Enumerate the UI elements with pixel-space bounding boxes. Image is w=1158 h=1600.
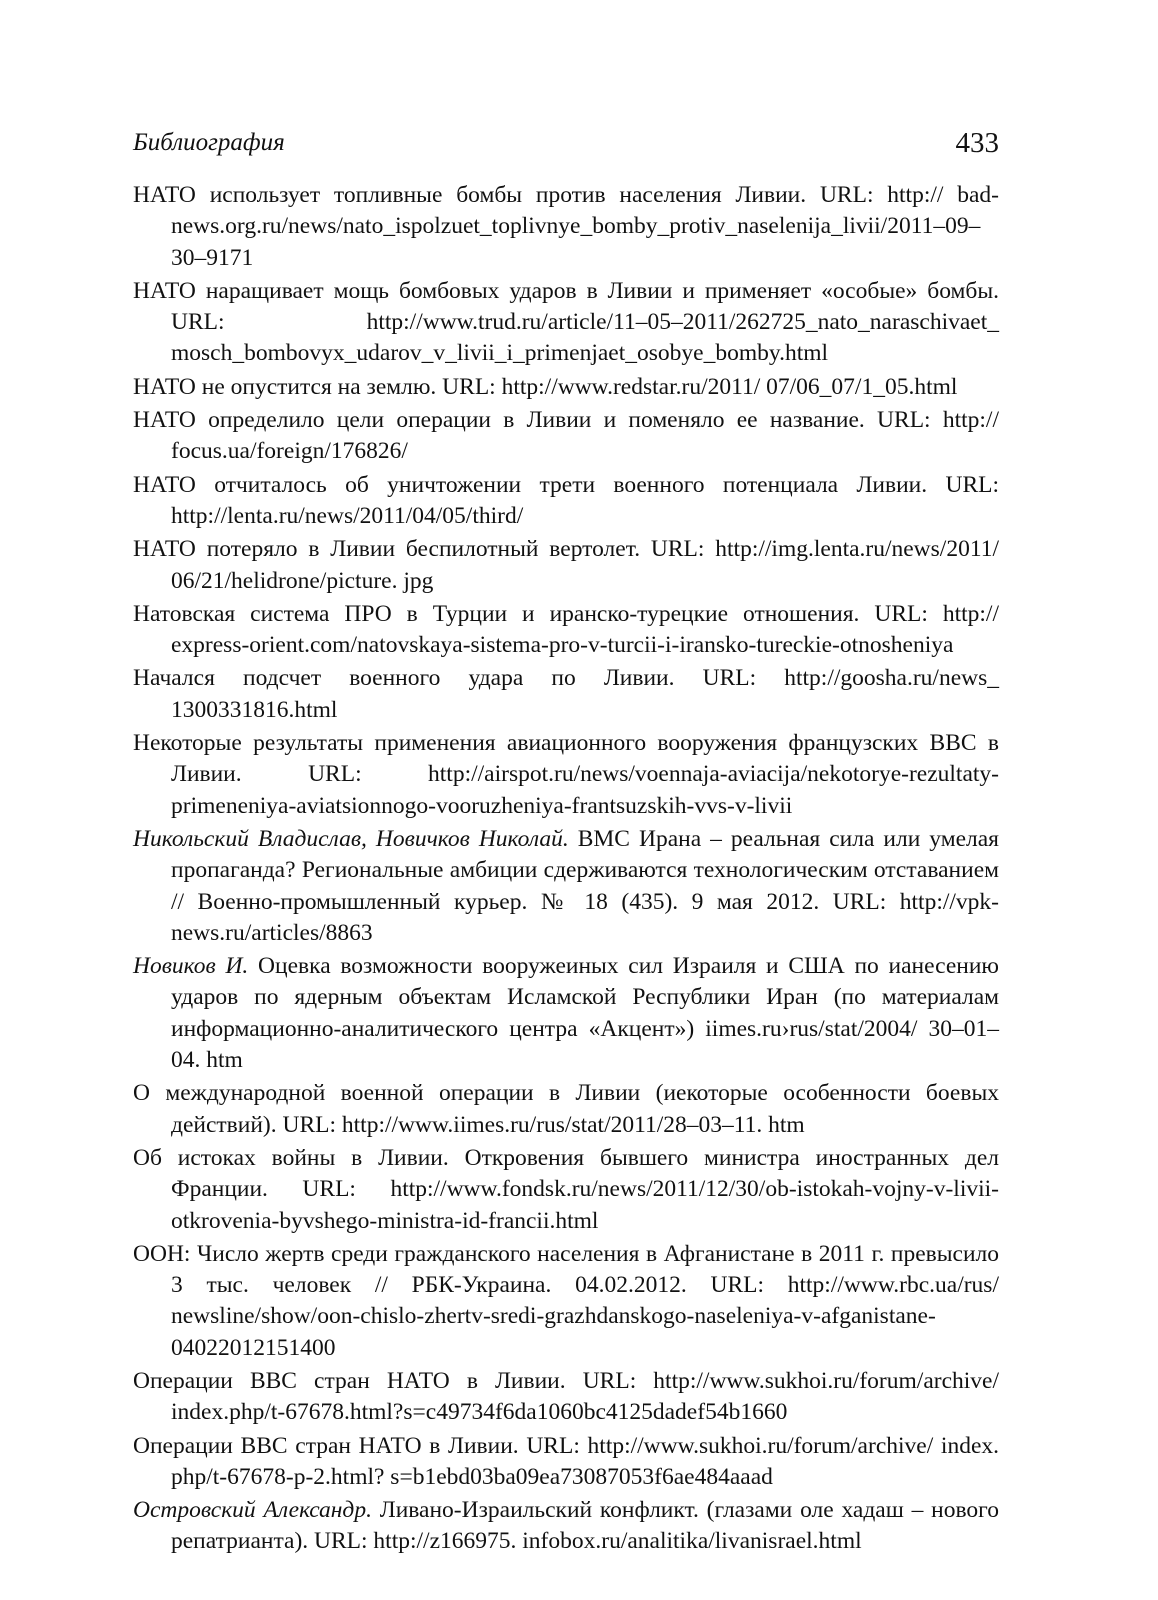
bibliography-entry — [133, 1239, 999, 1364]
bibliography-list — [133, 180, 999, 1560]
entry-author: Никольский Владислав, Новичков Николай. — [133, 825, 569, 852]
entry-text: Операции ВВС стран НАТО в Ливии. URL: http://www.sukhoi.ru/forum/archive/ index.php/t-67678.html?s=c49734f6da1060bc4125dadef54b1660 — [133, 1367, 999, 1426]
entry-text: Ливано-Израильский конфликт. (глазами оле хадаш – нового репатрианта). URL: http://z166975. infobox.ru/analitika/livanisrael.html — [171, 1497, 999, 1555]
bibliography-entry — [133, 663, 999, 726]
entry-text: Начался подсчет военного удара по Ливии. URL: http://goosha.ru/news_ 1300331816.html — [133, 665, 999, 723]
bibliography-entry — [133, 1143, 999, 1237]
bibliography-entry — [133, 1431, 999, 1494]
entry-text: Операции ВВС стран НАТО в Ливии. URL: http://www.sukhoi.ru/forum/archive/ index. php/t-67678-p-2.html? s=b1ebd03ba09ea73087053f6ae484aaad — [133, 1432, 999, 1490]
entry-text: О международной военной операции в Ливии (иекоторые особенности боевых действий). URL: http://www.iimes.ru/rus/stat/2011/28–03–11. htm — [133, 1080, 999, 1138]
bibliography-entry — [133, 405, 999, 468]
entry-text: Некоторые результаты применения авиационного вооружения французских ВВС в Ливии. URL: http://airspot.ru/news/voennaja-aviacija/nekotorye-rezultaty-primeneniya-aviatsionnogo-vooruzheniya-frantsuzskih-vvs-v-livii — [133, 730, 999, 819]
entry-text: НАТО потеряло в Ливии беспилотный вертолет. URL: http://img.lenta.ru/news/2011/ 06/21/helidrone/picture. jpg — [133, 536, 999, 594]
entry-author: Новиков И. — [133, 953, 249, 980]
entry-text: НАТО определило цели операции в Ливии и поменяло ее название. URL: http:// focus.ua/foreign/176826/ — [133, 407, 999, 465]
entry-text: ВМС Ирана – реальная сила или умелая пропаганда? Региональные амбиции сдерживаются технологическим отставанием // Военно-промышленный курьер. № 18 (435). 9 мая 2012. URL: http://vpk-news.ru/articles/8863 — [171, 825, 999, 946]
bibliography-entry — [133, 1495, 999, 1558]
entry-text: Оцевка возможности вооружеиных сил Израиля и США по ианесению ударов по ядерным объектам Исламской Республики Иран (по материалам информационно-аналитического центра «Акцент») iimes.ru›rus/stat/2004/ 30–01–04. htm — [171, 953, 999, 1074]
bibliography-entry — [133, 1078, 999, 1141]
bibliography-entry — [133, 1366, 999, 1429]
entry-text: ООН: Число жертв среди гражданского населения в Афганистане в 2011 г. превысило 3 тыс. человек // РБК-Украина. 04.02.2012. URL: http://www.rbc.ua/rus/ newsline/show/oon-chislo-zhertv-sredi-grazhdanskogo-naseleniya-v-afganistane-04022012151400 — [133, 1240, 999, 1361]
entry-text: Об истоках войны в Ливии. Откровения бывшего министра иностранных дел Франции. URL: http://www.fondsk.ru/news/2011/12/30/ob-istokah-vojny-v-livii-otkrovenia-byvshego-ministra-id-francii.html — [133, 1144, 999, 1234]
bibliography-entry — [133, 276, 999, 370]
bibliography-entry — [133, 728, 999, 822]
bibliography-entry — [133, 824, 999, 949]
bibliography-entry — [133, 599, 999, 662]
running-header — [133, 128, 999, 172]
entry-author: Островский Александр. — [133, 1497, 372, 1524]
section-title: Библиография — [133, 129, 285, 156]
entry-text: Натовская система ПРО в Турции и иранско-турецкие отношения. URL: http:// express-orient.com/natovskaya-sistema-pro-v-turcii-i-iransko-tureckie-otnosheniya — [133, 600, 999, 659]
page-number: 433 — [955, 127, 999, 159]
bibliography-entry — [133, 951, 999, 1076]
bibliography-entry — [133, 470, 999, 533]
entry-text: НАТО отчиталось об уничтожении трети военного потенциала Ливии. URL: http://lenta.ru/news/2011/04/05/third/ — [133, 471, 999, 529]
bibliography-entry — [133, 372, 999, 403]
entry-text: НАТО не опустится на землю. URL: http://www.redstar.ru/2011/ 07/06_07/1_05.html — [133, 373, 958, 400]
bibliography-entry — [133, 180, 999, 274]
bibliography-entry — [133, 534, 999, 597]
entry-text: НАТО использует топливные бомбы против населения Ливии. URL: http:// bad-news.org.ru/news/nato_ispolzuet_toplivnye_bomby_protiv_naselenija_livii/2011–09–30–9171 — [133, 182, 999, 271]
entry-text: НАТО наращивает мощь бомбовых ударов в Ливии и применяет «особые» бомбы. URL: http://www.trud.ru/article/11–05–2011/262725_nato_naraschivaet_ mosch_bombovyx_udarov_v_livii_i_primenjaet_osobye_bomby.html — [133, 277, 999, 367]
